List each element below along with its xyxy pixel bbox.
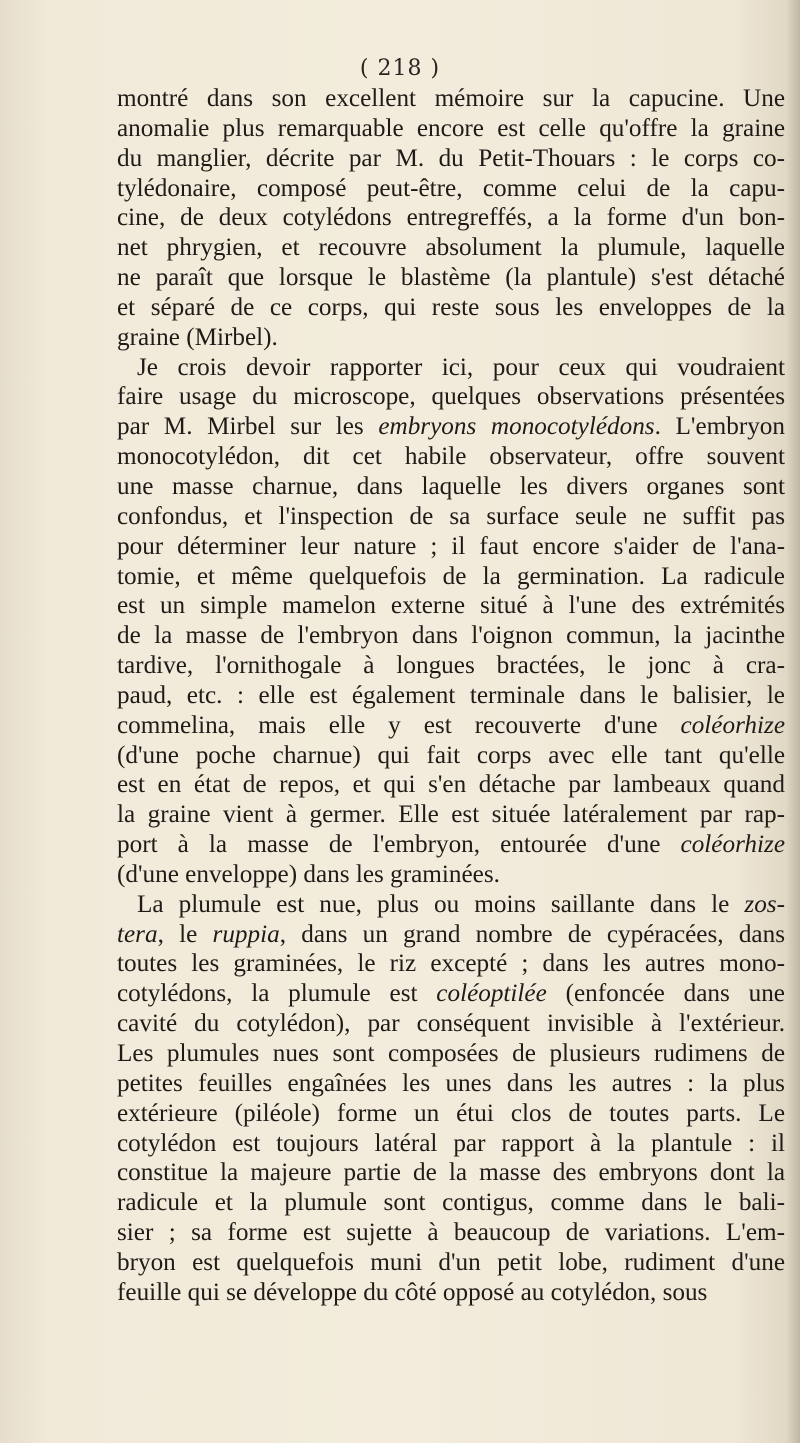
- text-run: constitue la majeure partie de la masse des embryons dont la: [117, 1159, 785, 1187]
- text-run: pour déterminer leur nature ; il faut encore s'aider de l'ana-: [117, 532, 785, 560]
- text-line: [117, 114, 785, 144]
- text-run: petites feuilles engaînées les unes dans les autres : la plus: [117, 1069, 785, 1097]
- text-line: [117, 293, 785, 323]
- text-line: [117, 920, 785, 950]
- text-line: [117, 591, 785, 621]
- text-line: [117, 741, 785, 771]
- text-line: [117, 233, 785, 263]
- text-line: [117, 1069, 785, 1099]
- text-run: (d'une enveloppe) dans les graminées.: [117, 860, 500, 888]
- text-run: tylédonaire, composé peut-être, comme celui de la capu-: [117, 174, 785, 202]
- text-line: [117, 681, 785, 711]
- italic-term: ruppia: [212, 920, 280, 948]
- text-run: toutes les graminées, le riz excepté ; dans les autres mono-: [117, 950, 785, 978]
- text-run: par M. Mirbel sur les: [117, 413, 379, 441]
- text-run: (enfoncée dans une: [546, 980, 785, 1008]
- text-run: (d'une poche charnue) qui fait corps avec elle tant qu'elle: [117, 741, 785, 769]
- text-line: [117, 502, 785, 532]
- text-line: [117, 353, 785, 383]
- text-line: [117, 1218, 785, 1248]
- text-line: [117, 860, 785, 890]
- paragraph: [117, 84, 785, 353]
- italic-term: coléorhize: [680, 711, 785, 739]
- italic-term: embryons monocotylédons: [378, 413, 655, 441]
- text-run: Je crois devoir rapporter ici, pour ceux qui voudraient: [137, 353, 785, 381]
- text-line: [117, 1188, 785, 1218]
- body-text: [117, 84, 785, 1308]
- text-run: la graine vient à germer. Elle est située latéralement par rap-: [117, 801, 785, 829]
- text-line: [117, 382, 785, 412]
- text-run: est un simple mamelon externe situé à l'une des extrémités: [117, 592, 785, 620]
- text-run: est en état de repos, et qui s'en détache par lambeaux quand: [117, 771, 785, 799]
- text-line: [117, 890, 785, 920]
- text-run: . L'embryon: [654, 413, 785, 441]
- text-line: [117, 562, 785, 592]
- italic-term: zos-: [744, 890, 785, 918]
- text-line: [117, 442, 785, 472]
- text-run: La plumule est nue, plus ou moins saillante dans le: [137, 890, 745, 918]
- text-line: [117, 323, 785, 353]
- text-run: anomalie plus remarquable encore est celle qu'offre la graine: [117, 114, 785, 142]
- text-line: [117, 1129, 785, 1159]
- text-line: [117, 203, 785, 233]
- text-run: de la masse de l'embryon dans l'oignon commun, la jacinthe: [117, 622, 785, 650]
- text-line: [117, 472, 785, 502]
- italic-term: coléoptilée: [436, 980, 547, 1008]
- text-line: [117, 651, 785, 681]
- paragraph: [117, 353, 785, 890]
- text-line: [117, 979, 785, 1009]
- text-run: bryon est quelquefois muni d'un petit lobe, rudiment d'une: [117, 1248, 785, 1276]
- text-run: feuille qui se développe du côté opposé au cotylédon, sous: [117, 1278, 708, 1306]
- text-run: commelina, mais elle y est recouverte d'une: [117, 711, 681, 739]
- text-line: [117, 949, 785, 979]
- text-line: [117, 830, 785, 860]
- text-line: [117, 1099, 785, 1129]
- text-run: tardive, l'ornithogale à longues bractées, le jonc à cra-: [117, 652, 785, 680]
- text-line: [117, 144, 785, 174]
- italic-term: coléorhize: [680, 831, 785, 859]
- text-run: et séparé de ce corps, qui reste sous les enveloppes de la: [117, 293, 785, 321]
- text-line: [117, 412, 785, 442]
- text-run: cotylédons, la plumule est: [117, 980, 437, 1008]
- text-line: [117, 532, 785, 562]
- text-line: [117, 84, 785, 114]
- text-run: monocotylédon, dit cet habile observateur, offre souvent: [117, 443, 785, 471]
- text-line: [117, 1248, 785, 1278]
- text-run: paud, etc. : elle est également terminale dans le balisier, le: [117, 681, 785, 709]
- text-run: cotylédon est toujours latéral par rapport à la plantule : il: [117, 1129, 785, 1157]
- text-line: [117, 621, 785, 651]
- text-run: confondus, et l'inspection de sa surface seule ne suffit pas: [117, 502, 785, 530]
- text-line: [117, 800, 785, 830]
- text-run: du manglier, décrite par M. du Petit-Thouars : le corps co-: [117, 144, 785, 172]
- text-run: cavité du cotylédon), par conséquent invisible à l'extérieur.: [117, 1010, 785, 1038]
- text-run: montré dans son excellent mémoire sur la capucine. Une: [117, 85, 785, 112]
- text-run: ne paraît que lorsque le blastème (la plantule) s'est détaché: [117, 264, 785, 292]
- text-run: faire usage du microscope, quelques observations présentées: [117, 383, 785, 411]
- page-edge-shadow: [786, 0, 800, 1443]
- text-run: graine (Mirbel).: [117, 323, 278, 351]
- text-line: [117, 1009, 785, 1039]
- text-run: , le: [157, 920, 213, 948]
- text-run: extérieure (piléole) forme un étui clos de toutes parts. Le: [117, 1099, 785, 1127]
- text-run: tomie, et même quelquefois de la germination. La radicule: [117, 562, 785, 590]
- text-line: [117, 1158, 785, 1188]
- paragraph: [117, 890, 785, 1308]
- text-run: net phrygien, et recouvre absolument la plumule, laquelle: [117, 234, 785, 262]
- text-line: [117, 711, 785, 741]
- text-line: [117, 174, 785, 204]
- text-run: cine, de deux cotylédons entregreffés, a la forme d'un bon-: [117, 204, 785, 232]
- italic-term: tera: [117, 920, 158, 948]
- text-run: Les plumules nues sont composées de plusieurs rudimens de: [117, 1040, 785, 1067]
- text-run: radicule et la plumule sont contigus, comme dans le bali-: [117, 1189, 785, 1217]
- text-line: [117, 1039, 785, 1069]
- page-number: ( 218 ): [359, 56, 441, 81]
- text-run: , dans un grand nombre de cypéracées, dans: [279, 920, 785, 948]
- text-run: une masse charnue, dans laquelle les divers organes sont: [117, 472, 785, 500]
- text-run: sier ; sa forme est sujette à beaucoup de variations. L'em-: [117, 1219, 785, 1247]
- text-run: port à la masse de l'embryon, entourée d'une: [117, 831, 681, 859]
- text-line: [117, 1278, 785, 1308]
- text-line: [117, 770, 785, 800]
- text-line: [117, 263, 785, 293]
